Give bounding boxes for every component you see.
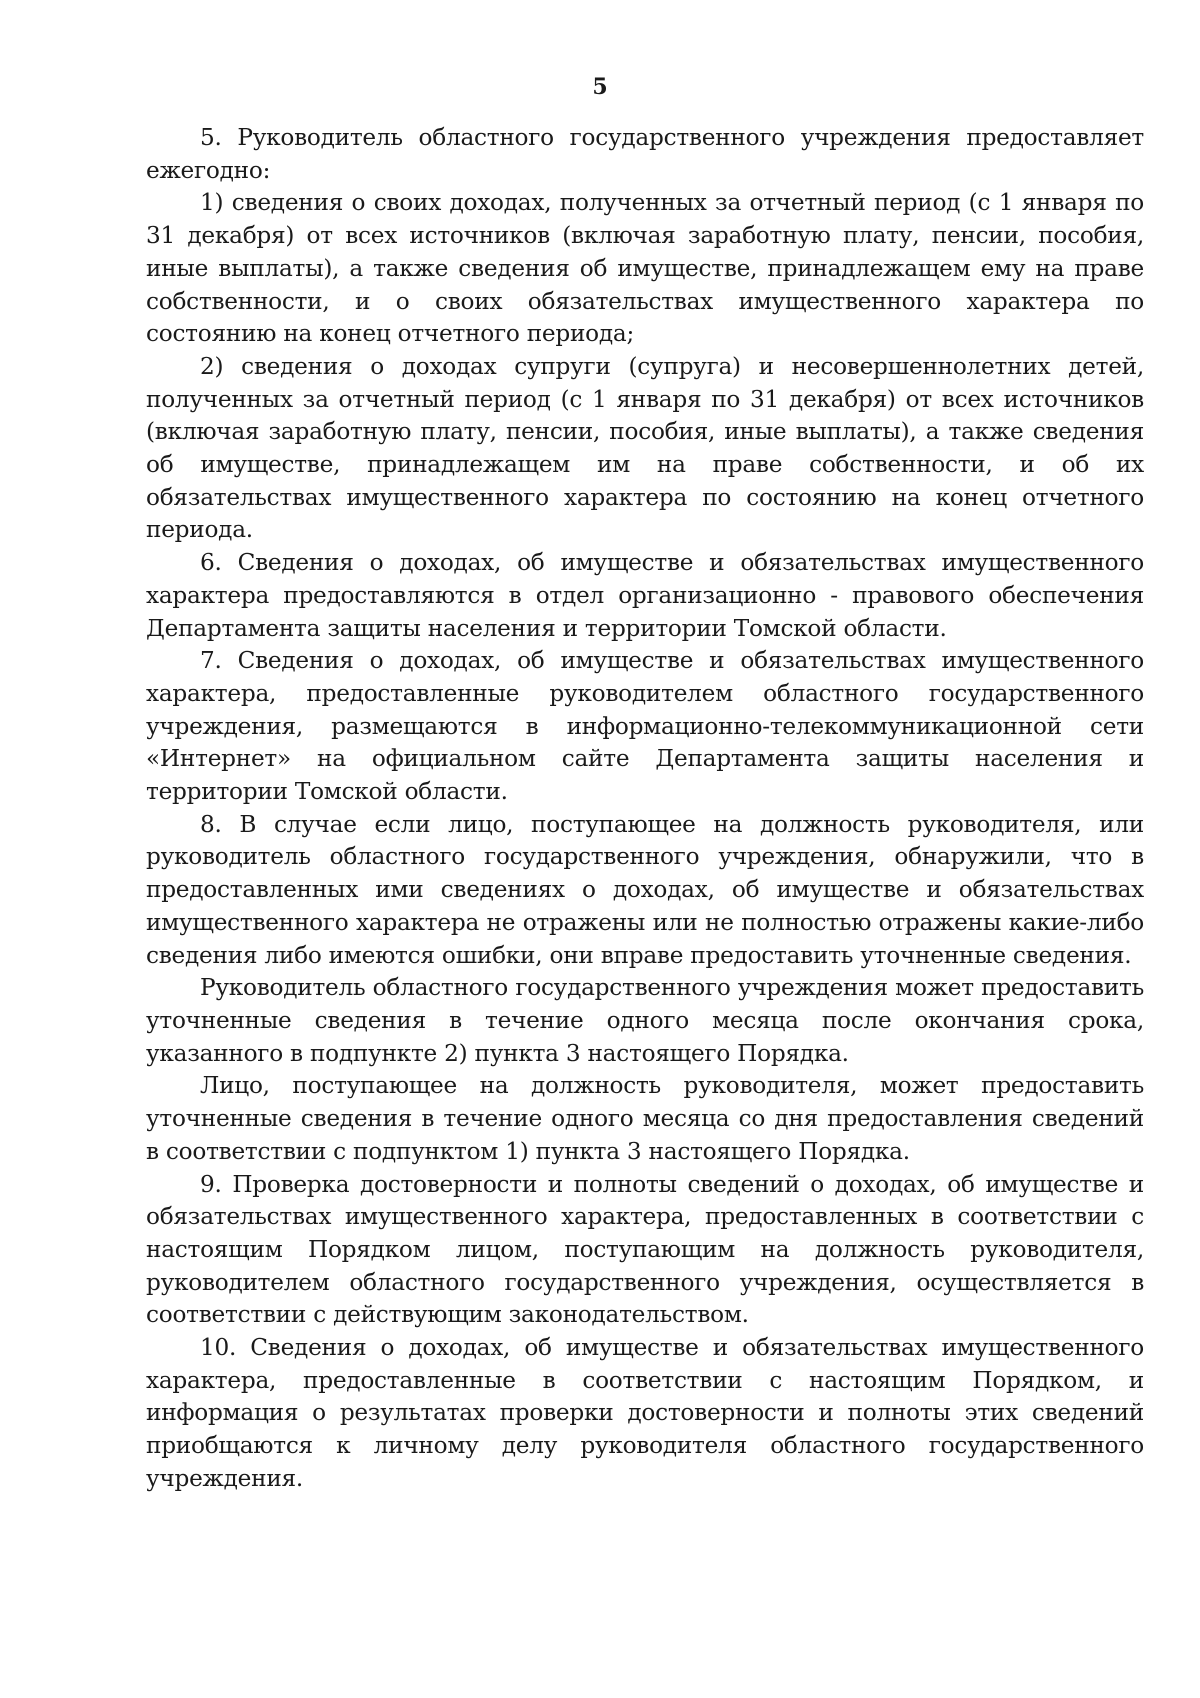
paragraph-item-6: 6. Сведения о доходах, об имуществе и обязательствах имущественного характера предоставляются в отдел организационно - правового обеспечения Департамента защиты населения и территории Томской области. (146, 549, 1144, 642)
paragraph-item-7: 7. Сведения о доходах, об имуществе и обязательствах имущественного характера, предоставленные руководителем областного государственного учреждения, размещаются в информационно-телекоммуникационной сети «Интернет» на официальном сайте Департамента защиты населения и территории Томской области. (146, 647, 1144, 806)
paragraph-subitem-5-1: 1) сведения о своих доходах, полученных за отчетный период (с 1 января по 31 декабря) от всех источников (включая заработную плату, пенсии, пособия, иные выплаты), а также сведения об имуществе, принадлежащем ему на праве собственности, и о своих обязательствах имущественного характера по состоянию на конец отчетного периода; (146, 189, 1144, 348)
paragraph-item-8-part-3: Лицо, поступающее на должность руководителя, может предоставить уточненные сведения в течение одного месяца со дня предоставления сведений в соответствии с подпунктом 1) пункта 3 настоящего Порядка. (146, 1072, 1144, 1165)
paragraph-subitem-5-2: 2) сведения о доходах супруги (супруга) и несовершеннолетних детей, полученных за отчетный период (с 1 января по 31 декабря) от всех источников (включая заработную плату, пенсии, пособия, иные выплаты), а также сведения об имуществе, принадлежащем им на праве собственности, и об их обязательствах имущественного характера по состоянию на конец отчетного периода. (146, 352, 1144, 544)
document-body (146, 122, 1144, 1496)
paragraph-item-5: 5. Руководитель областного государственного учреждения предоставляет ежегодно: (146, 124, 1144, 184)
paragraph-item-9: 9. Проверка достоверности и полноты сведений о доходах, об имуществе и обязательствах имущественного характера, предоставленных в соответствии с настоящим Порядком лицом, поступающим на должность руководителя, руководителем областного государственного учреждения, осуществляется в соответствии с действующим законодательством. (146, 1170, 1144, 1329)
paragraph-item-8-part-2: Руководитель областного государственного учреждения может предоставить уточненные сведения в течение одного месяца после окончания срока, указанного в подпункте 2) пункта 3 настоящего Порядка. (146, 974, 1144, 1067)
page-number: 5 (592, 74, 608, 100)
paragraph-item-10: 10. Сведения о доходах, об имуществе и обязательствах имущественного характера, предоставленные в соответствии с настоящим Порядком, и информация о результатах проверки достоверности и полноты этих сведений приобщаются к личному делу руководителя областного государственного учреждения. (146, 1334, 1144, 1492)
paragraph-item-8: 8. В случае если лицо, поступающее на должность руководителя, или руководитель областного государственного учреждения, обнаружили, что в предоставленных ими сведениях о доходах, об имуществе и обязательствах имущественного характера не отражены или не полностью отражены какие-либо сведения либо имеются ошибки, они вправе предоставить уточненные сведения. (146, 810, 1144, 969)
